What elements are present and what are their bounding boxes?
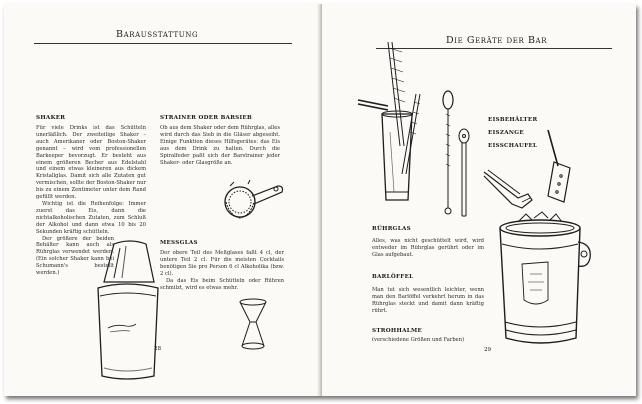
strainer-text	[160, 125, 280, 166]
messglas-text	[160, 250, 284, 291]
barloeffel-text	[372, 287, 484, 315]
section-title-messglas: MESSGLAS	[160, 240, 198, 246]
running-head-right: Die Geräte der Bar	[446, 35, 548, 46]
ruehrglas-text	[372, 238, 484, 259]
section-title-ruehrglas: RÜHRGLAS	[372, 226, 411, 232]
section-title-strainer: STRAINER ODER BARSIEB	[160, 115, 253, 121]
muddler-illustration	[456, 128, 472, 222]
section-title-barloeffel: BARLÖFFEL	[372, 274, 414, 280]
section-title-strohhalme: STROHHALME	[372, 328, 423, 334]
barloeffel-paragraph-1: Man tut sich wesentlich leichter, wenn man den Barlöffel verkehrt herum in das Rührglas steckt und damit dann kräftig rührt.	[372, 287, 484, 314]
section-title-eisbehaelter: EISBEHÄLTER	[488, 117, 538, 123]
boston-shaker-illustration	[96, 236, 160, 386]
mixing-glass-straws-illustration	[358, 42, 438, 208]
section-title-shaker: SHAKER	[36, 115, 66, 121]
ruehrglas-paragraph-1: Alles, was nicht geschüttelt wird, wird entweder im Rührglas gerührt oder im Glas aufgebaut.	[372, 238, 484, 258]
left-page	[4, 4, 320, 396]
strohhalme-text	[372, 337, 492, 344]
strainer-illustration	[220, 180, 286, 226]
ice-tongs-illustration	[482, 168, 534, 212]
ice-scoop-illustration	[544, 128, 576, 206]
shaker-paragraph-3: Der größere der beiden Behälter kann auch als Rührglas verwendet werden. (Ein solcher Shaker kann bei Schumann's bestellt werden.)	[36, 235, 114, 277]
page-number-left: 28	[154, 346, 162, 352]
page-number-right: 29	[484, 347, 492, 353]
head-rule-left	[34, 43, 292, 44]
ice-bucket-illustration	[496, 214, 594, 350]
strainer-paragraph-1: Ob aus dem Shaker oder dem Rührglas, alles wird durch das Sieb in die Gläser abgeseiht. Einige Funktion dieses Hilfsgerätes: das Eis aus dem Drink zu halten. Durch die Spiralfeder paßt sich der Barstrainer jeder Shaker- oder Glasgröße an.	[160, 125, 280, 166]
section-title-eiszange: EISZANGE	[488, 130, 524, 136]
running-head-left: Barausstattung	[116, 29, 199, 40]
right-page	[322, 4, 636, 396]
strohhalme-paragraph-1: (verschiedene Größen und Farben)	[372, 337, 465, 343]
jigger-illustration	[236, 298, 270, 350]
shaker-paragraph-1: Für viele Drinks ist das Schütteln unerläßlich. Der zweiteilige Shaker – auch Amerikaner oder Boston-Shaker genannt – wird vom professionellen Barkeeper bevorzugt. Er besteht aus einem größeren Becher aus Edelstahl und einem etwas kleineren aus dickem Kristallglas. Damit sich alle Zutaten gut vermischen, sollte der Boston-Shaker nur bis zu einem Zentimeter unter dem Rand gefüllt werden.	[36, 125, 146, 201]
messglas-paragraph-1: Der obere Teil des Meßglases faßt 4 cl, der untere Teil 2 cl. Für die meisten Cocktails benötigen Sie pro Person 6 cl Alkoholika (bzw. 2 cl).	[160, 250, 284, 277]
book-spread	[4, 4, 636, 396]
shaker-paragraph-2: Wichtig ist die Reihenfolge: Immer zuerst das Eis, dann die nichtalkoholischen Zutaten, zum Schluß der Alkohol und dann etwa 10 bis 20 Sekunden kräftig schütteln.	[36, 200, 146, 235]
section-title-eisschaufel: EISSCHAUFEL	[488, 143, 538, 149]
messglas-paragraph-2: Da das Eis beim Schütteln oder Rühren schmilzt, wird es etwas mehr.	[160, 277, 284, 291]
